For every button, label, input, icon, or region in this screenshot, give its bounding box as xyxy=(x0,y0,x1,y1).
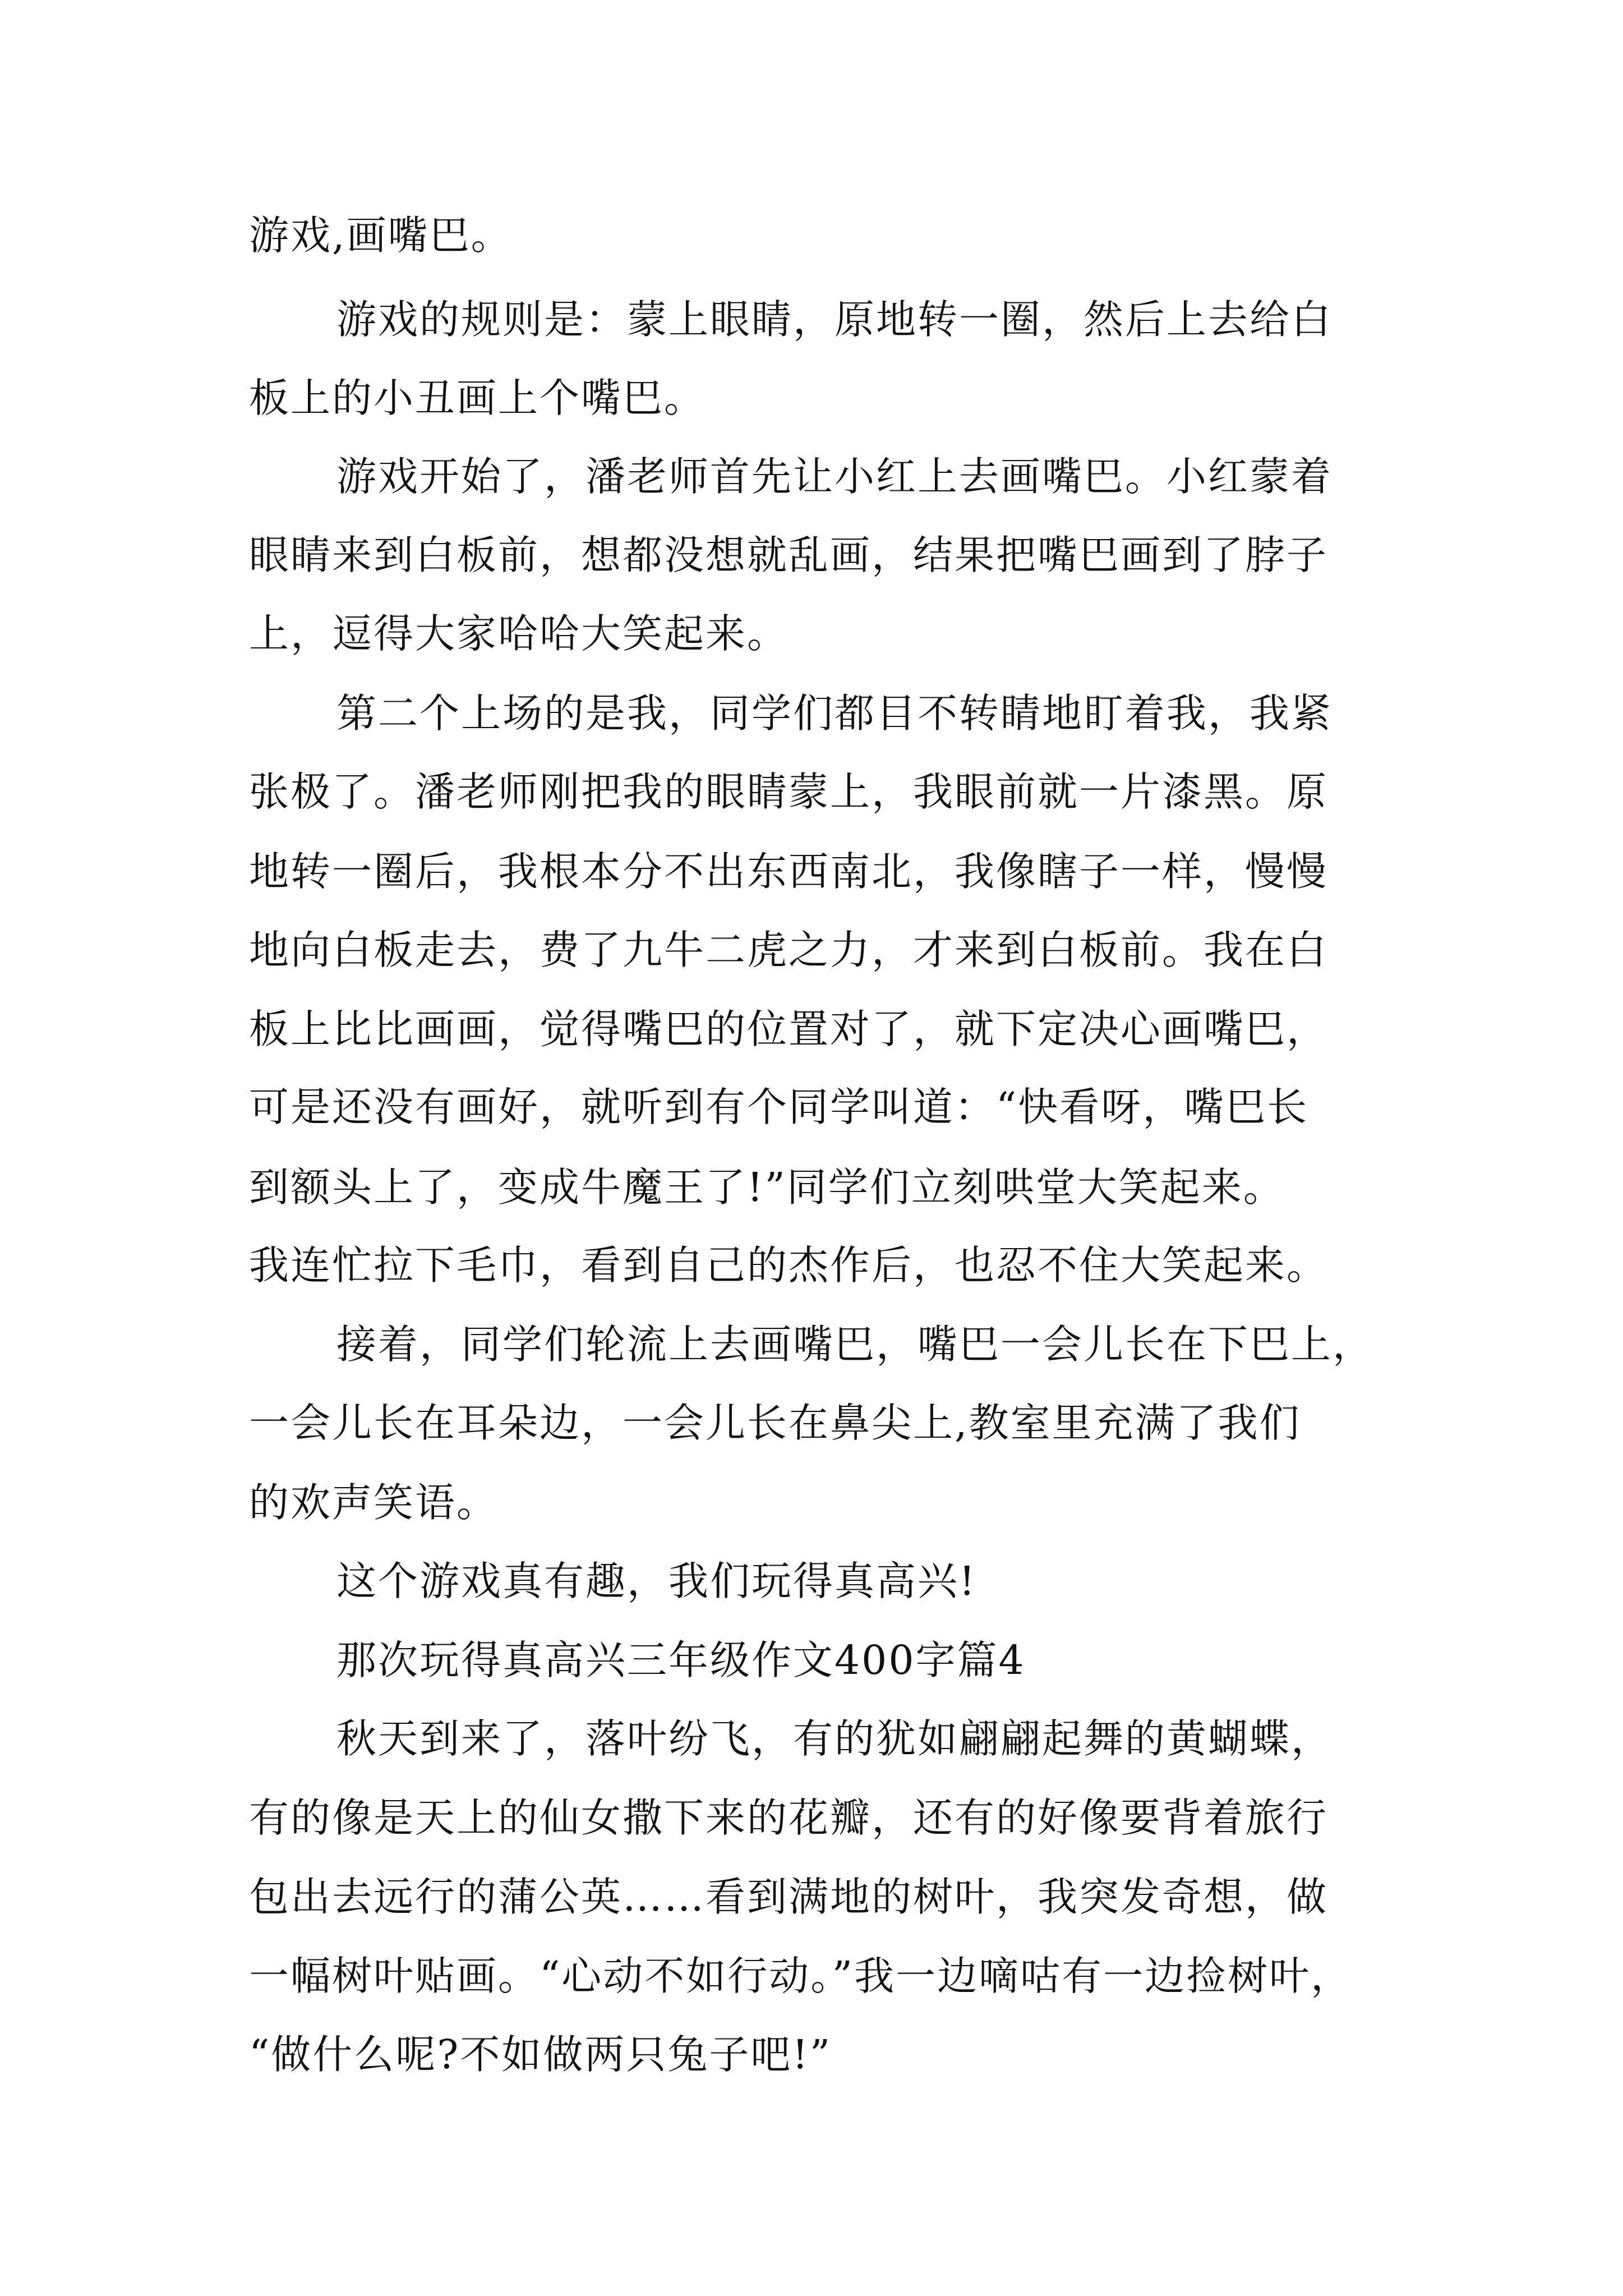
text-line: 眼睛来到白板前，想都没想就乱画，结果把嘴巴画到了脖子 xyxy=(249,532,1329,578)
text-line: 上，逗得大家哈哈大笑起来。 xyxy=(249,610,789,657)
text-line: 一会儿长在耳朵边，一会儿长在鼻尖上,教室里充满了我们 xyxy=(249,1400,1301,1446)
text-line: 板上比比画画，觉得嘴巴的位置对了，就下定决心画嘴巴， xyxy=(249,1006,1329,1052)
text-line: 接着，同学们轮流上去画嘴巴，嘴巴一会儿长在下巴上， xyxy=(336,1321,1375,1368)
text-line: 有的像是天上的仙女撒下来的花瓣，还有的好像要背着旅行 xyxy=(249,1795,1329,1841)
text-line: 一幅树叶贴画。“心动不如行动。”我一边嘀咕有一边捡树叶， xyxy=(249,1953,1353,1999)
text-line: 地向白板走去，费了九牛二虎之力，才来到白板前。我在白 xyxy=(249,927,1329,973)
text-line: 地转一圈后，我根本分不出东西南北，我像瞎子一样，慢慢 xyxy=(249,848,1329,895)
text-line: 第二个上场的是我，同学们都目不转睛地盯着我，我紧 xyxy=(336,690,1333,737)
section-heading: 那次玩得真高兴三年级作文400字篇4 xyxy=(336,1637,1026,1683)
text-line: 游戏,画嘴巴。 xyxy=(249,212,513,259)
text-line: 包出去远行的蒲公英……看到满地的树叶，我突发奇想，做 xyxy=(249,1874,1329,1920)
text-line: 游戏的规则是：蒙上眼睛，原地转一圈，然后上去给白 xyxy=(336,296,1333,343)
text-line: 我连忙拉下毛巾，看到自己的杰作后，也忍不住大笑起来。 xyxy=(249,1242,1329,1289)
text-line: 到额头上了，变成牛魔王了!”同学们立刻哄堂大笑起来。 xyxy=(249,1164,1285,1211)
text-line: 板上的小丑画上个嘴巴。 xyxy=(249,375,706,421)
text-line: 可是还没有画好，就听到有个同学叫道：“快看呀，嘴巴长 xyxy=(249,1084,1309,1130)
text-line: 的欢声笑语。 xyxy=(249,1479,499,1526)
text-line: “做什么呢?不如做两只兔子吧!” xyxy=(249,2031,832,2078)
text-line: 游戏开始了，潘老师首先让小红上去画嘴巴。小红蒙着 xyxy=(336,453,1333,500)
text-line: 这个游戏真有趣，我们玩得真高兴! xyxy=(336,1558,977,1604)
text-line: 张极了。潘老师刚把我的眼睛蒙上，我眼前就一片漆黑。原 xyxy=(249,769,1329,815)
text-line: 秋天到来了，落叶纷飞，有的犹如翩翩起舞的黄蝴蝶， xyxy=(336,1715,1333,1762)
